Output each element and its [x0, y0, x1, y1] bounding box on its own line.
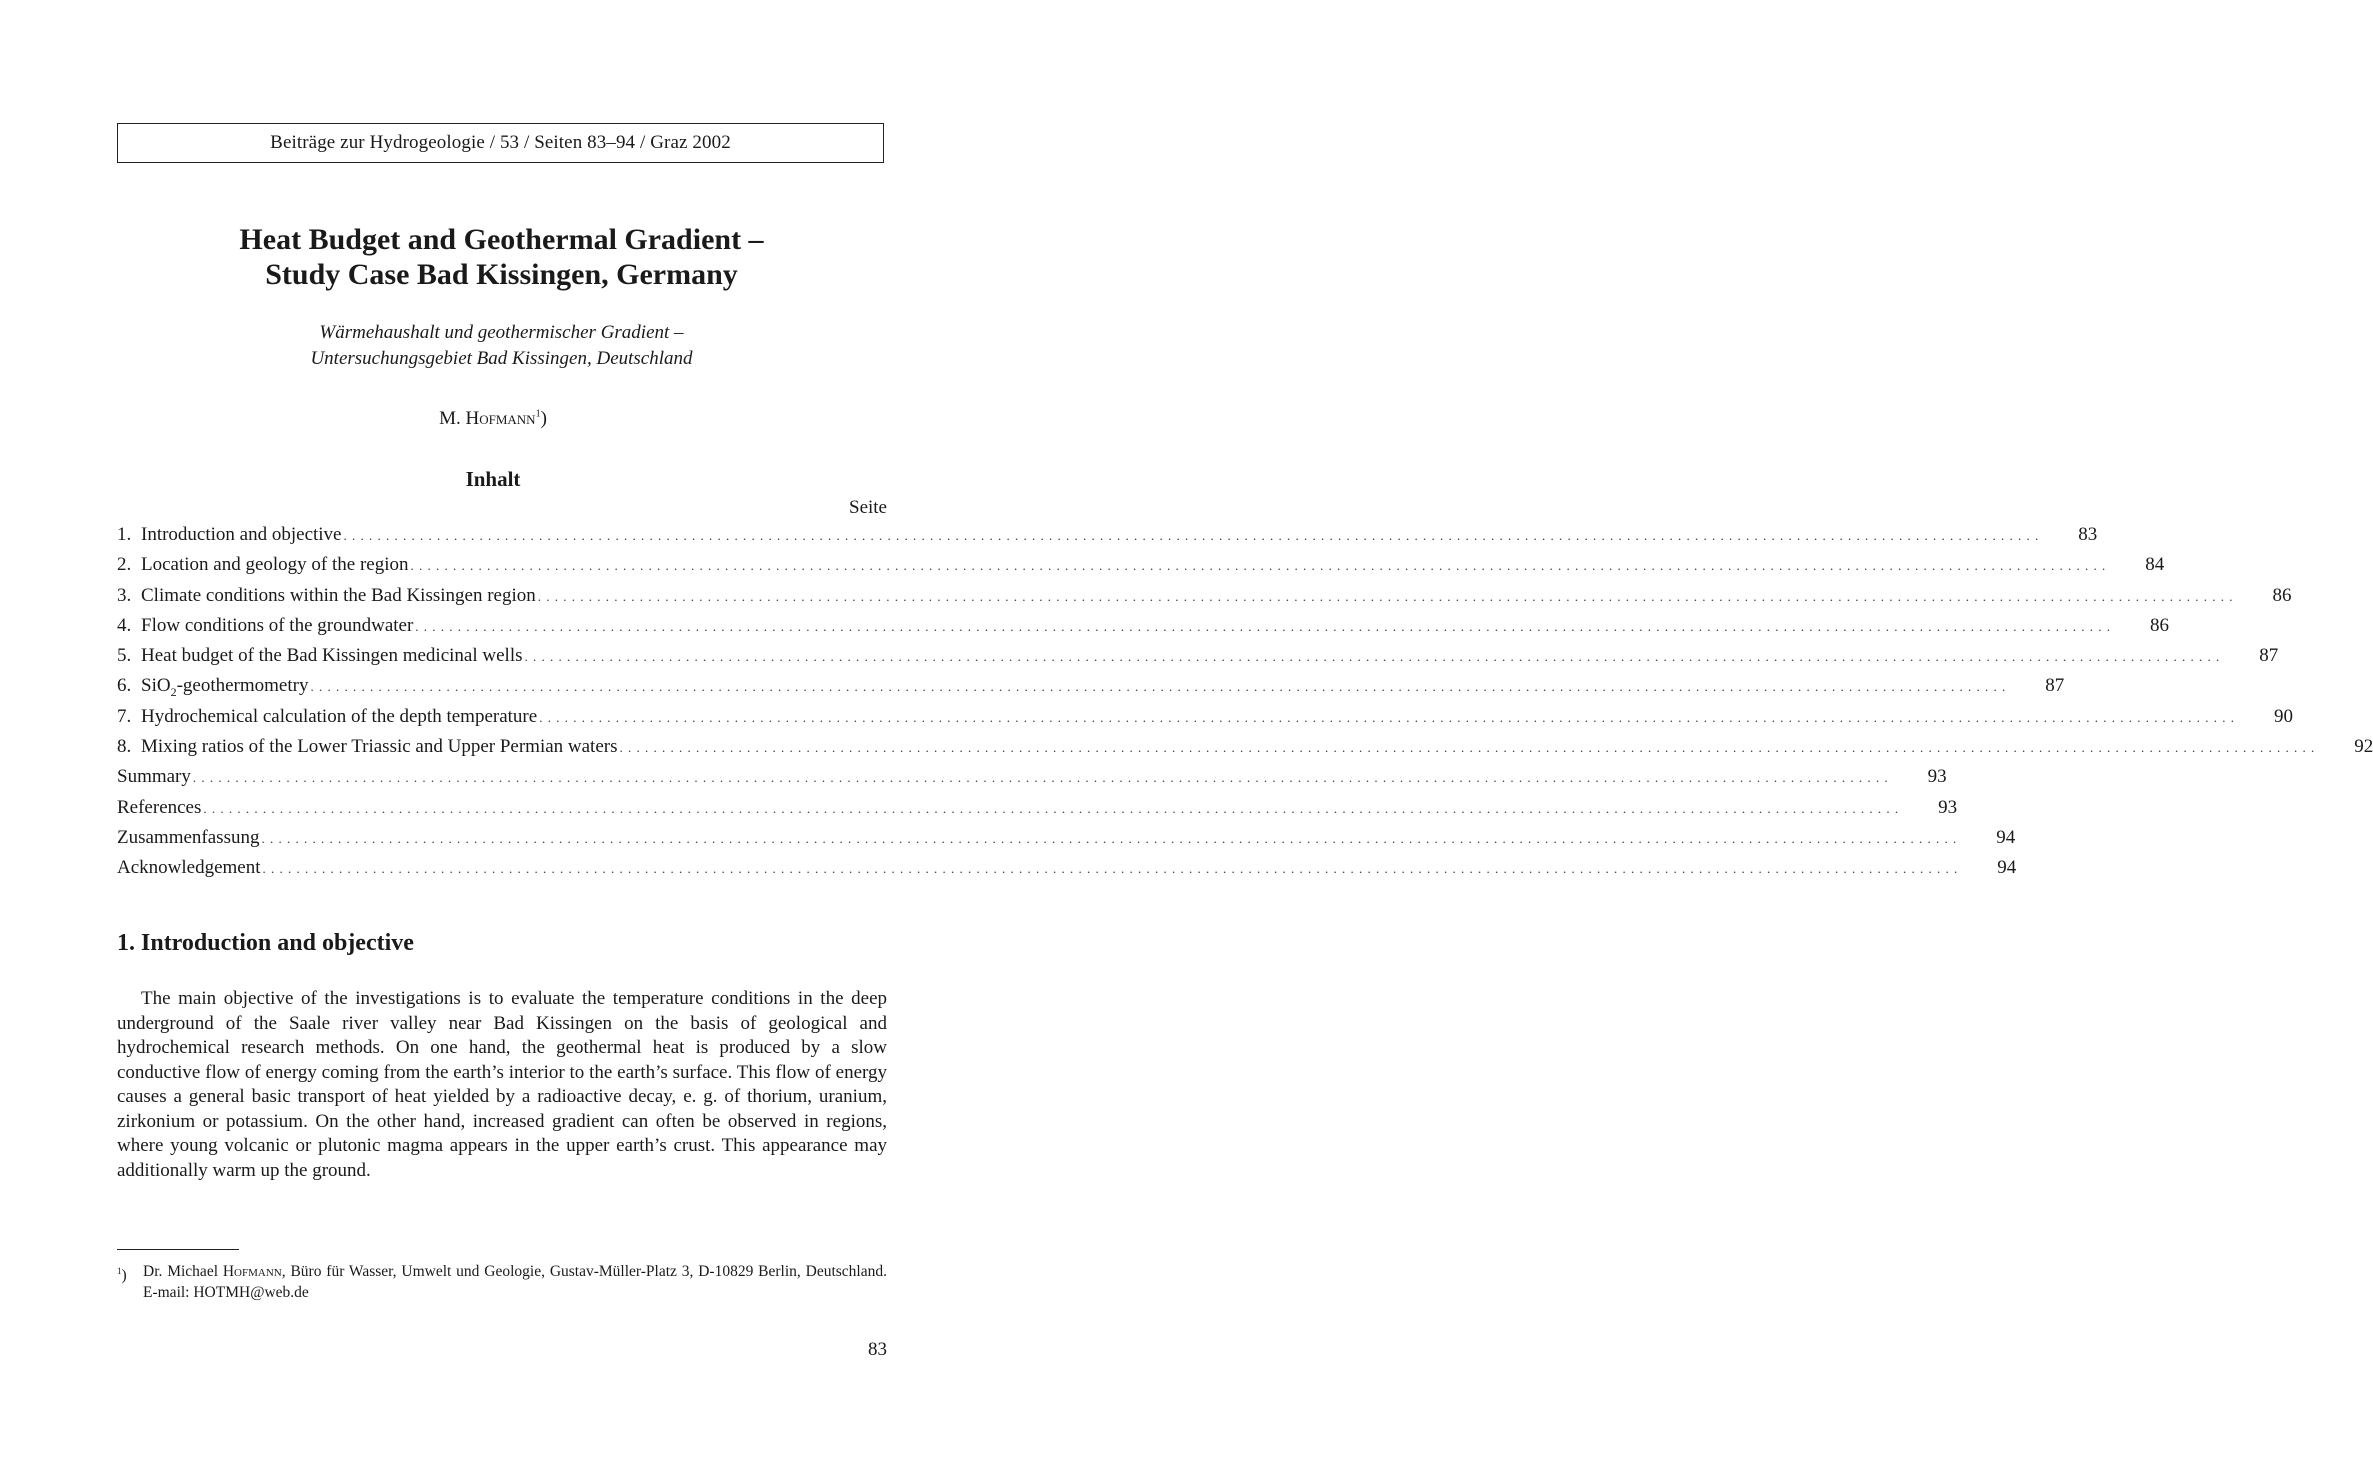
footnote-text-pre: Dr. Michael H [143, 1263, 235, 1280]
toc-entry-1 [117, 524, 2098, 554]
toc-entry-label: Summary [117, 766, 191, 788]
toc-entry-4 [117, 614, 2170, 645]
toc-entry-page: 94 [1996, 826, 2016, 848]
toc-entry-references [117, 796, 1958, 827]
paper-subtitle [0, 320, 1020, 372]
toc-leader-dots: . . . . . . . . . . . . . . . . . . . . . . . . . . . . . . . . . . . . . . . . . . . . . . . . . . . . . . . . . . . . . . . . . . . . . . . . . . . . . . . . . . . . . . . . . . . . . . . . . . . . . . . . . . . . . . . . . . . . . . . . . . . . . . . . . . . . . . . . . . . . . . . . . . . . . . . . . . . . . . . . . . . . . . . . . . . . . . . . . . . . . . . . . . . . . . . . . . . . . . . . [192, 770, 1889, 786]
toc-entry-number: 6. [117, 675, 132, 697]
author-line [0, 408, 1003, 430]
toc-leader-dots: . . . . . . . . . . . . . . . . . . . . . . . . . . . . . . . . . . . . . . . . . . . . . . . . . . . . . . . . . . . . . . . . . . . . . . . . . . . . . . . . . . . . . . . . . . . . . . . . . . . . . . . . . . . . . . . . . . . . . . . . . . . . . . . . . . . . . . . . . . . . . . . . . . . . . . . . . . . . . . . . . . . . . . . . . . . . . . . . . . . . . . . . . . . . . . . . . . . . . . . . [539, 709, 2235, 725]
footnote-text [143, 1261, 887, 1303]
toc-entry-page: 87 [2259, 645, 2279, 667]
footnote-divider [117, 1249, 239, 1250]
author-footnote-mark: 1 [535, 408, 541, 420]
toc-leader-dots: . . . . . . . . . . . . . . . . . . . . . . . . . . . . . . . . . . . . . . . . . . . . . . . . . . . . . . . . . . . . . . . . . . . . . . . . . . . . . . . . . . . . . . . . . . . . . . . . . . . . . . . . . . . . . . . . . . . . . . . . . . . . . . . . . . . . . . . . . . . . . . . . . . . . . . . . . . . . . . . . . . . . . . . . . . . . . . . . . . . . . . . . . . . . . . . . . . . . . . . . [524, 649, 2221, 665]
toc-entry-3 [117, 584, 2292, 615]
toc-entry-label-post: -geothermometry [176, 675, 309, 697]
toc-leader-dots: . . . . . . . . . . . . . . . . . . . . . . . . . . . . . . . . . . . . . . . . . . . . . . . . . . . . . . . . . . . . . . . . . . . . . . . . . . . . . . . . . . . . . . . . . . . . . . . . . . . . . . . . . . . . . . . . . . . . . . . . . . . . . . . . . . . . . . . . . . . . . . . . . . . . . . . . . . . . . . . . . . . . . . . . . . . . . . . . . . . . . . . . . . . . . . . . . . . . . . . . [415, 618, 2112, 634]
toc-entry-5 [117, 645, 2279, 675]
toc-leader-dots: . . . . . . . . . . . . . . . . . . . . . . . . . . . . . . . . . . . . . . . . . . . . . . . . . . . . . . . . . . . . . . . . . . . . . . . . . . . . . . . . . . . . . . . . . . . . . . . . . . . . . . . . . . . . . . . . . . . . . . . . . . . . . . . . . . . . . . . . . . . . . . . . . . . . . . . . . . . . . . . . . . . . . . . . . . . . . . . . . . . . . . . . . . . . . . . . . . . . . . . . [310, 679, 2007, 695]
toc-entry-page: 86 [2150, 614, 2170, 636]
toc-entry-page: 93 [1938, 796, 1958, 818]
author-paren: ) [540, 408, 547, 429]
toc-leader-dots: . . . . . . . . . . . . . . . . . . . . . . . . . . . . . . . . . . . . . . . . . . . . . . . . . . . . . . . . . . . . . . . . . . . . . . . . . . . . . . . . . . . . . . . . . . . . . . . . . . . . . . . . . . . . . . . . . . . . . . . . . . . . . . . . . . . . . . . . . . . . . . . . . . . . . . . . . . . . . . . . . . . . . . . . . . . . . . . . . . . . . . . . . . . . . . . . . . . . . . . . [537, 588, 2234, 604]
journal-header-text: Beiträge zur Hydrogeologie / 53 / Seiten 83–94 / Graz 2002 [270, 132, 731, 153]
toc-entry-label-sub: 2 [170, 685, 177, 700]
toc-entry-label: Climate conditions within the Bad Kissingen region [141, 584, 536, 606]
footnote-text-surname: ofmann [234, 1263, 282, 1280]
toc-entry-number: 7. [117, 705, 132, 727]
author-surname: ofmann [479, 408, 536, 429]
toc-heading: Inhalt [465, 467, 521, 491]
toc-entry-label: Mixing ratios of the Lower Triassic and Upper Permian waters [141, 736, 618, 758]
toc-entry-label: Introduction and objective [141, 524, 342, 545]
toc-entry-7 [117, 705, 2293, 736]
journal-header [117, 123, 884, 163]
toc-entry-label: Location and geology of the region [141, 554, 409, 576]
toc-entry-page: 93 [1927, 766, 1947, 788]
toc-page-column-label: Seite [849, 497, 887, 518]
footnote [117, 1261, 887, 1303]
paper-title-line-2: Study Case Bad Kissingen, Germany [265, 258, 738, 291]
toc-entry-zusammenfassung [117, 826, 2016, 857]
toc-entry-label: Acknowledgement [117, 857, 261, 879]
toc-entry-label: Flow conditions of the groundwater [141, 614, 414, 636]
page-number: 83 [868, 1339, 887, 1360]
toc-entry-page: 83 [2078, 524, 2098, 545]
toc-entry-page: 94 [1997, 857, 2017, 879]
section-heading: 1. Introduction and objective [117, 930, 414, 956]
toc-entry-summary [117, 766, 1947, 796]
toc-leader-dots: . . . . . . . . . . . . . . . . . . . . . . . . . . . . . . . . . . . . . . . . . . . . . . . . . . . . . . . . . . . . . . . . . . . . . . . . . . . . . . . . . . . . . . . . . . . . . . . . . . . . . . . . . . . . . . . . . . . . . . . . . . . . . . . . . . . . . . . . . . . . . . . . . . . . . . . . . . . . . . . . . . . . . . . . . . . . . . . . . . . . . . . . . . . . . . . . . . . . . . . . [619, 740, 2316, 756]
footnote-text-post: , Büro für Wasser, Umwelt und Geologie, Gustav-Müller-Platz 3, D-10829 Berlin, Deutschland. E-mail: HOTMH@web.de [143, 1263, 887, 1301]
toc-leader-dots: . . . . . . . . . . . . . . . . . . . . . . . . . . . . . . . . . . . . . . . . . . . . . . . . . . . . . . . . . . . . . . . . . . . . . . . . . . . . . . . . . . . . . . . . . . . . . . . . . . . . . . . . . . . . . . . . . . . . . . . . . . . . . . . . . . . . . . . . . . . . . . . . . . . . . . . . . . . . . . . . . . . . . . . . . . . . . . . . . . . . . . . . . . . . . . . . . . . . . . . . [343, 528, 2040, 543]
toc-entry-acknowledgement [117, 857, 2017, 887]
toc-entry-number: 3. [117, 584, 132, 606]
footnote-marker [117, 1261, 143, 1303]
toc-leader-dots: . . . . . . . . . . . . . . . . . . . . . . . . . . . . . . . . . . . . . . . . . . . . . . . . . . . . . . . . . . . . . . . . . . . . . . . . . . . . . . . . . . . . . . . . . . . . . . . . . . . . . . . . . . . . . . . . . . . . . . . . . . . . . . . . . . . . . . . . . . . . . . . . . . . . . . . . . . . . . . . . . . . . . . . . . . . . . . . . . . . . . . . . . . . . . . . . . . . . . . . . [410, 558, 2107, 574]
toc-entry-page: 84 [2145, 554, 2165, 576]
paper-subtitle-line-1: Wärmehaushalt und geothermischer Gradient – [319, 322, 684, 343]
toc-entry-2 [117, 554, 2165, 584]
toc-entry-number: 4. [117, 614, 132, 636]
toc-entry-page: 87 [2045, 675, 2065, 697]
paper-subtitle-line-2: Untersuchungsgebiet Bad Kissingen, Deutschland [310, 348, 693, 369]
toc-entry-number: 5. [117, 645, 132, 667]
toc-entry-label [141, 675, 308, 700]
toc-entry-label: References [117, 796, 202, 818]
toc-entry-6 [117, 675, 2065, 705]
toc-entry-page: 92 [2354, 736, 2373, 758]
toc-entry-label: Zusammenfassung [117, 826, 260, 848]
footnote-marker-number: 1 [117, 1266, 122, 1276]
section-paragraph: The main objective of the investigations is to evaluate the temperature conditions in the deep underground of the Saale river valley near Bad Kissingen on the basis of geological and hydrochemical research methods. On one hand, the geothermal heat is produced by a slow conductive flow of energy coming from the earth’s interior to the earth’s surface. This flow of energy causes a general basic transport of heat yielded by a radioactive decay, e. g. of thorium, uranium, zirkonium or potassium. On the other hand, increased gradient can often be observed in regions, where young volcanic or plutonic magma appears in the upper earth’s crust. This appearance may additionally warm up the ground. [117, 988, 887, 1181]
toc-entry-number: 1. [117, 524, 132, 545]
toc-entry-page: 86 [2272, 584, 2292, 606]
toc-entry-label: Hydrochemical calculation of the depth temperature [141, 705, 538, 727]
paper-title [0, 222, 1020, 292]
toc-entry-8 [117, 736, 2373, 766]
toc-entry-number: 2. [117, 554, 132, 576]
toc-entry-page: 90 [2273, 705, 2293, 727]
paper-title-line-1: Heat Budget and Geothermal Gradient – [239, 223, 764, 256]
toc-entry-number: 8. [117, 736, 132, 758]
table-of-contents [117, 524, 2373, 888]
toc-leader-dots: . . . . . . . . . . . . . . . . . . . . . . . . . . . . . . . . . . . . . . . . . . . . . . . . . . . . . . . . . . . . . . . . . . . . . . . . . . . . . . . . . . . . . . . . . . . . . . . . . . . . . . . . . . . . . . . . . . . . . . . . . . . . . . . . . . . . . . . . . . . . . . . . . . . . . . . . . . . . . . . . . . . . . . . . . . . . . . . . . . . . . . . . . . . . . . . . . . . . . . . . [203, 800, 1900, 816]
footnote-marker-paren: ) [121, 1267, 127, 1285]
toc-leader-dots: . . . . . . . . . . . . . . . . . . . . . . . . . . . . . . . . . . . . . . . . . . . . . . . . . . . . . . . . . . . . . . . . . . . . . . . . . . . . . . . . . . . . . . . . . . . . . . . . . . . . . . . . . . . . . . . . . . . . . . . . . . . . . . . . . . . . . . . . . . . . . . . . . . . . . . . . . . . . . . . . . . . . . . . . . . . . . . . . . . . . . . . . . . . . . . . . . . . . . . . . [261, 830, 1958, 846]
toc-entry-label-pre: SiO [141, 675, 171, 697]
toc-entry-label: Heat budget of the Bad Kissingen medicinal wells [141, 645, 523, 667]
author-initial: M. H [439, 408, 480, 429]
toc-leader-dots: . . . . . . . . . . . . . . . . . . . . . . . . . . . . . . . . . . . . . . . . . . . . . . . . . . . . . . . . . . . . . . . . . . . . . . . . . . . . . . . . . . . . . . . . . . . . . . . . . . . . . . . . . . . . . . . . . . . . . . . . . . . . . . . . . . . . . . . . . . . . . . . . . . . . . . . . . . . . . . . . . . . . . . . . . . . . . . . . . . . . . . . . . . . . . . . . . . . . . . . . [262, 861, 1959, 877]
